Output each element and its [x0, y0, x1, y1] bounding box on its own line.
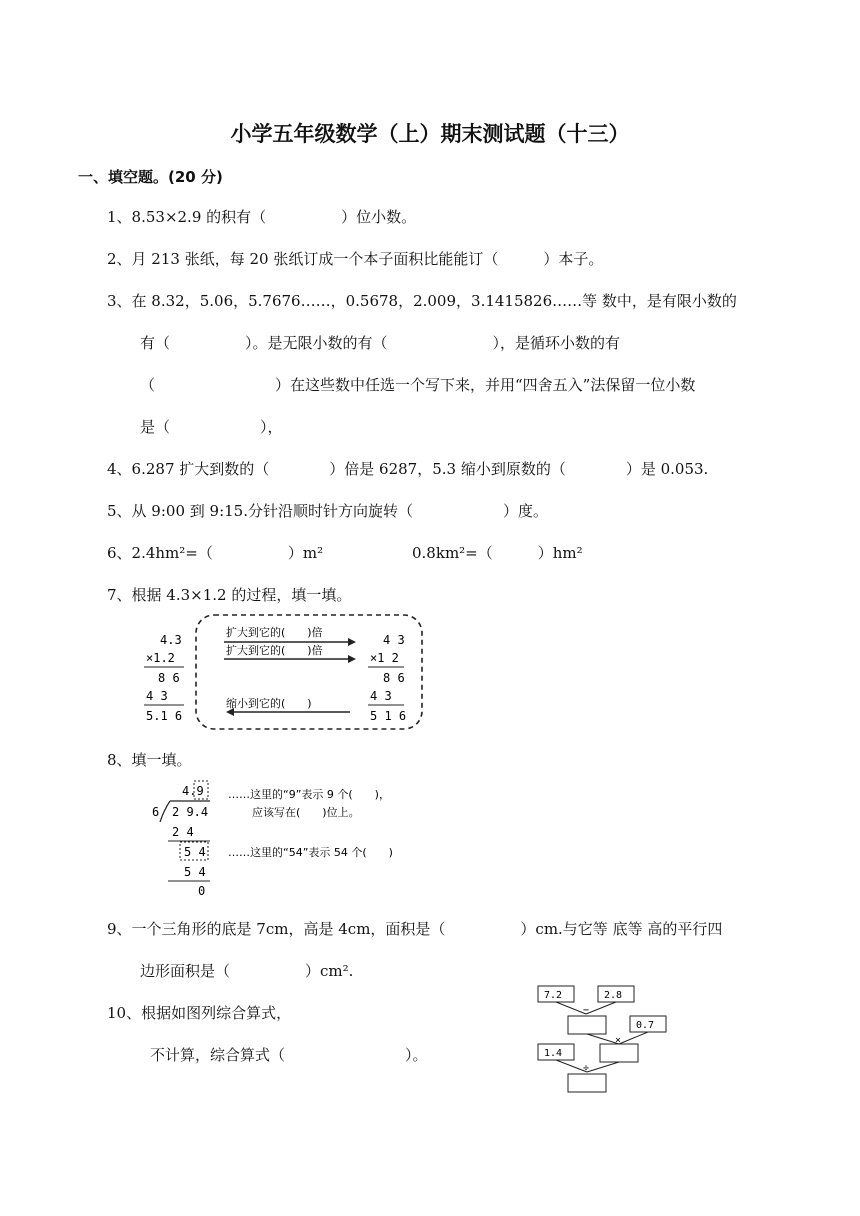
- page-title: 小学五年级数学（上）期末测试题（十三）: [230, 122, 630, 146]
- box-1-4: 1.4: [544, 1048, 563, 1059]
- question-9-line-2: 边形面积是（ ）cm².: [140, 962, 354, 980]
- right-partial-1: 8 6: [383, 671, 405, 685]
- note-position: 应该写在( )位上。: [252, 806, 360, 819]
- right-partial-2: 4 3: [370, 689, 392, 703]
- question-8: 8、填一填。: [107, 751, 192, 769]
- question-10-line-1: 10、根据如图列综合算式，: [107, 1004, 292, 1022]
- op-times: ×: [615, 1035, 622, 1046]
- question-1: 1、8.53×2.9 的积有（ ）位小数。: [107, 208, 417, 226]
- question-2: 2、月 213 张纸，每 20 张纸订成一个本子面积比能能订（ ）本子。: [107, 250, 604, 268]
- note-54: ……这里的“54”表示 54 个( ): [228, 846, 393, 859]
- left-partial-1: 8 6: [158, 671, 180, 685]
- question-9-line-1: 9、一个三角形的底是 7cm，高是 4cm，面积是（ ）cm.与它等 底等 高的平行四: [107, 920, 723, 938]
- arrow-label-3: 缩小到它的( ): [226, 697, 312, 710]
- remainder-final: 0: [198, 884, 206, 898]
- remainder-1: 5 4: [184, 845, 206, 859]
- right-factor-1: 4 3: [383, 633, 405, 647]
- right-factor-2: ×1 2: [370, 651, 399, 665]
- multiplication-figure: [138, 612, 428, 736]
- left-product: 5.1 6: [146, 709, 183, 723]
- question-7: 7、根据 4.3×1.2 的过程，填一填。: [107, 586, 352, 604]
- left-factor-1: 4.3: [160, 633, 182, 647]
- section-heading: 一、填空题。(20 分): [78, 168, 223, 186]
- division-figure: [148, 778, 448, 904]
- question-3-line-4: 是（ ），: [140, 418, 283, 436]
- subtract-2: 5 4: [184, 865, 206, 879]
- question-6-part-b: 0.8km²=（ ）hm²: [412, 544, 583, 562]
- arrow-label-1: 扩大到它的( )倍: [226, 626, 323, 639]
- box-0-7: 0.7: [636, 1020, 655, 1031]
- question-10-line-2: 不计算，综合算式（ ）。: [150, 1046, 428, 1064]
- question-3-line-3: （ ）在这些数中任选一个写下来，并用“四舍五入”法保留一位小数: [140, 376, 696, 394]
- question-4: 4、6.287 扩大到数的（ ）倍是 6287，5.3 缩小到原数的（ ）是 0.053.: [107, 460, 709, 478]
- box-7-2: 7.2: [544, 990, 563, 1001]
- quotient: 4.9: [182, 784, 204, 798]
- op-minus: −: [583, 1005, 590, 1016]
- divisor: 6: [152, 805, 160, 819]
- left-partial-2: 4 3: [146, 689, 168, 703]
- question-3-line-2: 有（ ）。是无限小数的有（ ），是循环小数的有: [140, 334, 621, 352]
- note-9-tenths: ……这里的“9”表示 9 个( )，: [228, 788, 390, 801]
- left-factor-2: ×1.2: [146, 651, 175, 665]
- question-6-part-a: 6、2.4hm²=（ ）m²: [107, 544, 324, 562]
- question-3-line-1: 3、在 8.32，5.06，5.7676……，0.5678，2.009，3.1415826……等 数中，是有限小数的: [107, 292, 737, 310]
- op-divide: ÷: [583, 1063, 590, 1074]
- subtract-1: 2 4: [172, 825, 194, 839]
- right-product: 5 1 6: [370, 709, 407, 723]
- calculation-flow-figure: [534, 980, 674, 1104]
- dividend: 2 9.4: [172, 805, 209, 819]
- arrow-label-2: 扩大到它的( )倍: [226, 644, 323, 657]
- question-5: 5、从 9:00 到 9:15.分针沿顺时针方向旋转（ ）度。: [107, 502, 548, 520]
- box-2-8: 2.8: [604, 990, 623, 1001]
